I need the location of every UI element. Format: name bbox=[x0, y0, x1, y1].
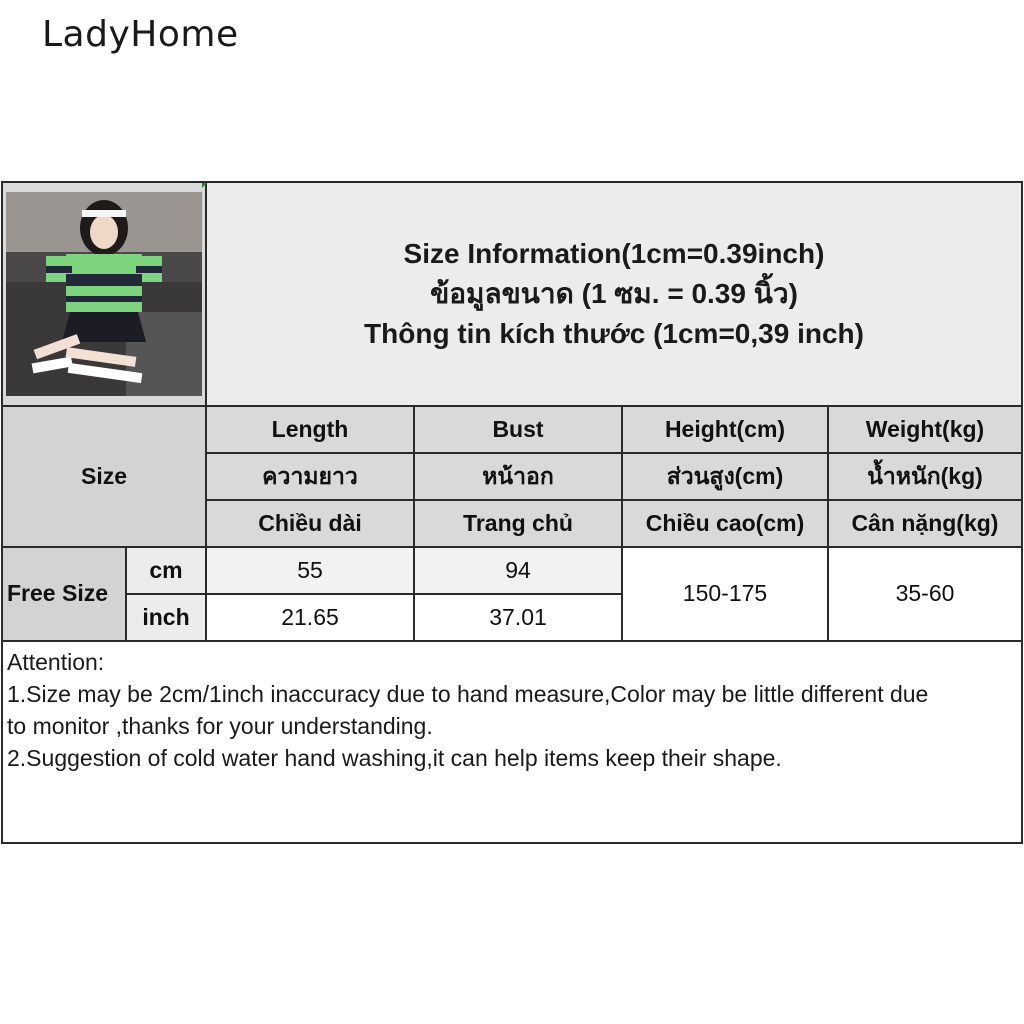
attention-notes bbox=[2, 641, 1022, 843]
column-weight-vi: Cân nặng(kg) bbox=[828, 500, 1022, 547]
column-length-vi: Chiều dài bbox=[206, 500, 414, 547]
column-bust-en: Bust bbox=[414, 406, 622, 453]
column-bust-th: หน้าอก bbox=[414, 453, 622, 500]
column-length-en: Length bbox=[206, 406, 414, 453]
size-heading: Size bbox=[2, 406, 206, 547]
column-length-th: ความยาว bbox=[206, 453, 414, 500]
column-weight-en: Weight(kg) bbox=[828, 406, 1022, 453]
size-chart bbox=[1, 181, 1021, 844]
bust-inch-value: 37.01 bbox=[414, 594, 622, 641]
bust-cm-value: 94 bbox=[414, 547, 622, 594]
attention-title: Attention: bbox=[7, 649, 105, 675]
length-inch-value: 21.65 bbox=[206, 594, 414, 641]
note-line-2: to monitor ,thanks for your understanding. bbox=[7, 713, 433, 739]
brand-logo: LadyHome bbox=[42, 14, 239, 55]
size-info-thai: ข้อมูลขนาด (1 ซม. = 0.39 นิ้ว) bbox=[430, 278, 798, 309]
unit-cm: cm bbox=[126, 547, 206, 594]
unit-inch: inch bbox=[126, 594, 206, 641]
column-height-th: ส่วนสูง(cm) bbox=[622, 453, 828, 500]
weight-range-value: 35-60 bbox=[828, 547, 1022, 641]
product-photo bbox=[6, 192, 202, 396]
height-range-value: 150-175 bbox=[622, 547, 828, 641]
free-size-label: Free Size bbox=[2, 547, 126, 641]
size-info-english: Size Information(1cm=0.39inch) bbox=[403, 238, 825, 269]
length-cm-value: 55 bbox=[206, 547, 414, 594]
column-height-vi: Chiều cao(cm) bbox=[622, 500, 828, 547]
column-height-en: Height(cm) bbox=[622, 406, 828, 453]
cell-corner-marker bbox=[202, 183, 207, 188]
size-info-vietnamese: Thông tin kích thước (1cm=0,39 inch) bbox=[364, 318, 864, 349]
size-table bbox=[1, 181, 1023, 844]
product-photo-cell bbox=[2, 182, 206, 406]
note-line-3: 2.Suggestion of cold water hand washing,it can help items keep their shape. bbox=[7, 745, 782, 771]
size-info-header bbox=[206, 182, 1022, 406]
column-weight-th: น้ำหนัก(kg) bbox=[828, 453, 1022, 500]
column-bust-vi: Trang chủ bbox=[414, 500, 622, 547]
note-line-1: 1.Size may be 2cm/1inch inaccuracy due to hand measure,Color may be little different due bbox=[7, 681, 929, 707]
